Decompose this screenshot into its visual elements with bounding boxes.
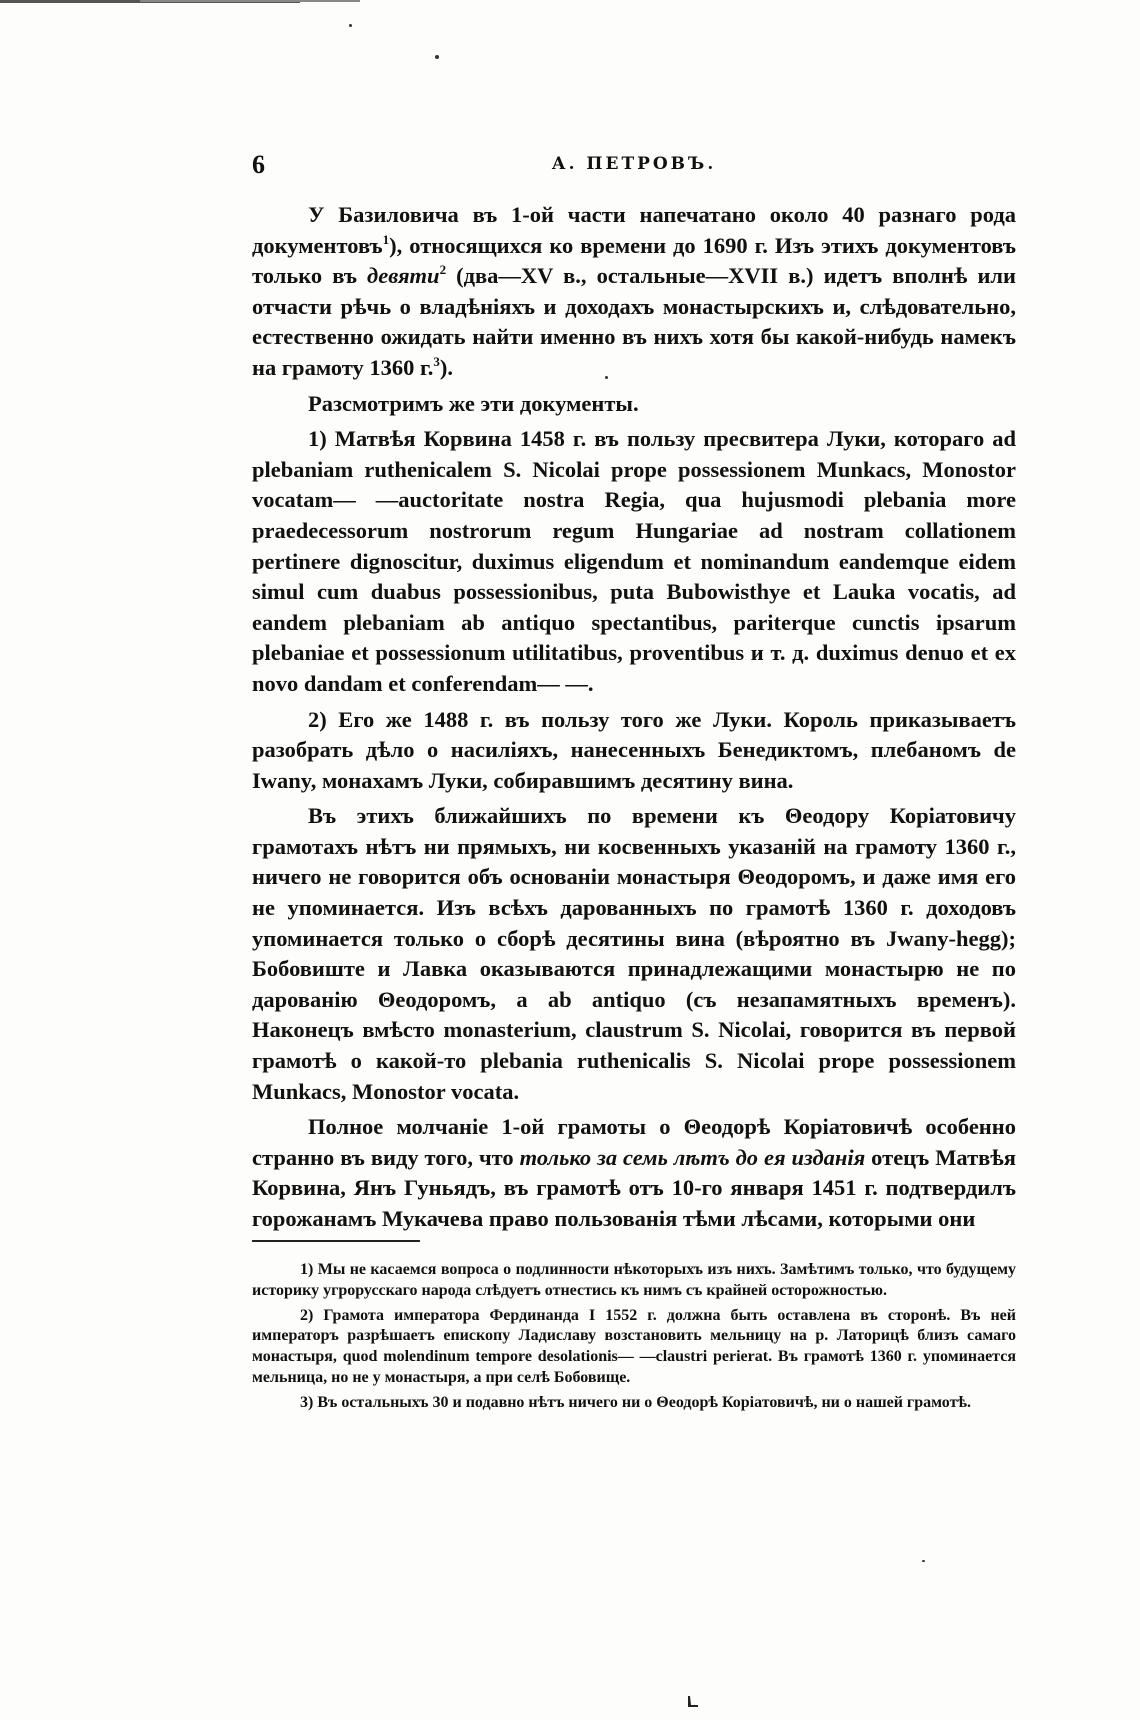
paragraph-1 <box>252 200 1016 384</box>
paragraph-3: 1) Матвѣя Корвина 1458 г. въ пользу пресвитера Луки, котораго ad plebaniam ruthenicalem S. Nicolai prope possessionem Munkacs, Monostor vocatam— —auctoritate nostra Regia, qua hujusmodi plebania more praedecessorum nostrorum regum Hungariae ad nostram collationem pertinere dignoscitur, duximus eligendum et nominandum eandemque eidem simul cum duabus possessionibus, puta Bubowisthye et Lauka vocatis, ad eandem plebaniam ab antiquo spectantibus, pariterque cunctis ipsarum plebaniae et possessionum utilitatibus, proventibus и т. д. duximus denuo et ex novo dandam et conferendam— —. <box>252 426 1016 696</box>
footnotes <box>252 1260 1016 1418</box>
page-number: 6 <box>252 150 265 179</box>
p1-italic: девяти <box>367 263 440 289</box>
running-head: А. ПЕТРОВЪ. <box>551 154 717 174</box>
footnote-ref-3: 3 <box>433 353 440 369</box>
scan-speck <box>349 24 352 27</box>
footnote-ref-2: 2 <box>439 262 447 278</box>
p6-italic: только за семь лѣтъ до ея изданія <box>519 1144 866 1170</box>
p6-text-a: Полное молчаніе 1-ой грамоты о Θеодорѣ Коріатовичѣ особенно странно въ виду того, что <box>252 1114 1016 1170</box>
footnote-rule <box>252 1240 420 1242</box>
body-text <box>252 200 1016 1235</box>
scan-speck <box>922 1560 925 1562</box>
p6-text-b: отецъ Матвѣя Корвина, Янъ Гуньядъ, въ грамотѣ отъ 10-го января 1451 г. подтвердилъ горожанамъ Мукачева право пользованія тѣми лѣсами, которыми они <box>252 1144 1016 1231</box>
paragraph-4: 2) Его же 1488 г. въ пользу того же Луки. Король приказываетъ разобрать дѣло о насиліяхъ, нанесенныхъ Бенедиктомъ, плебаномъ de Iwany, монахамъ Луки, собиравшимъ десятину вина. <box>252 706 1016 793</box>
paragraph-6 <box>252 1112 1016 1234</box>
scan-artifact-top-2 <box>140 0 360 2</box>
footnote-2: 2) Грамота императора Фердинанда I 1552 г. должна быть оставлена въ сторонѣ. Въ ней императоръ разрѣшаетъ епископу Ладиславу возстановить мельницу на р. Латорицѣ близъ самаго монастыря, quod molendinum tempore desolationis— —claustri perierat. Въ грамотѣ 1360 г. упоминается мельница, но не у монастыря, а при селѣ Бобовище. <box>252 1306 1016 1386</box>
scan-speck <box>435 55 439 59</box>
p1-text-d: ). <box>439 354 453 380</box>
p1-text-b: ), относящихся ко времени до 1690 г. Изъ этихъ документовъ только въ <box>252 232 1016 289</box>
footnote-3: 3) Въ остальныхъ 30 и подавно нѣтъ ничего ни о Θеодорѣ Коріатовичѣ, ни о нашей грамотѣ. <box>300 1393 972 1411</box>
p1-text-c: (два—XV в., остальные—XVII в.) идетъ вполнѣ или отчасти рѣчь о владѣніяхъ и доходахъ монастырскихъ и, слѣдовательно, естественно ожидать найти именно въ нихъ хотя бы какой-нибудь намекъ на грамоту 1360 г. <box>252 263 1017 380</box>
footnote-ref-1: 1 <box>382 231 390 247</box>
paragraph-5: Въ этихъ ближайшихъ по времени къ Θеодору Коріатовичу грамотахъ нѣтъ ни прямыхъ, ни косвенныхъ указаній на грамоту 1360 г., ничего не говорится объ основаніи монастыря Θеодоромъ, и даже имя его не упоминается. Изъ всѣхъ дарованныхъ по грамотѣ 1360 г. доходовъ упоминается только о сборѣ десятины вина (вѣроятно въ Jwany-hegg); Бобовиште и Лавка оказываются принадлежащими монастырю не по дарованію Θеодоромъ, а ab antiquo (съ незапамятныхъ временъ). Наконецъ вмѣсто monasterium, claustrum S. Nicolai, говорится въ первой грамотѣ о какой-то plebania ruthenicalis S. Nicolai prope possessionem Munkacs, Monostor vocata. <box>252 803 1016 1104</box>
p1-text-a: У Базиловича въ 1-ой части напечатано около 40 разнаго рода документовъ <box>252 202 1016 258</box>
page-header <box>252 150 1016 180</box>
scan-mark-icon <box>686 1695 700 1709</box>
footnote-1: 1) Мы не касаемся вопроса о подлинности нѣкоторыхъ изъ нихъ. Замѣтимъ только, что будущему историку угрорусскаго народа слѣдуетъ отнестись къ нимъ съ крайней осторожностью. <box>252 1261 1016 1299</box>
paragraph-2: Разсмотримъ же эти документы. <box>308 390 639 416</box>
